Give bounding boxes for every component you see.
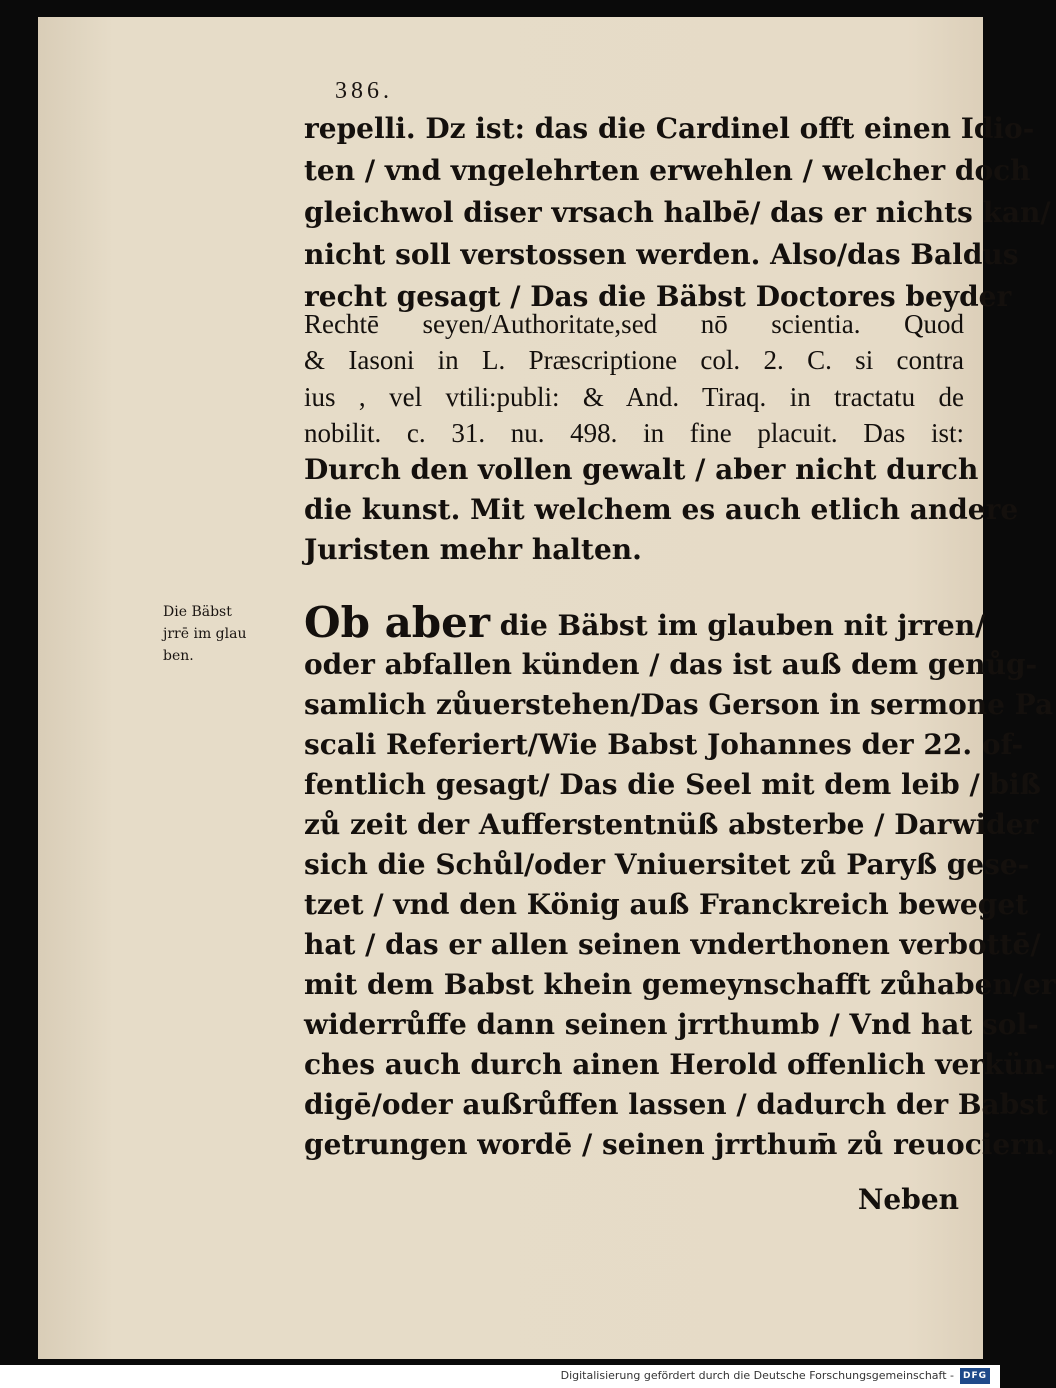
text-line: Rechtē seyen/Authoritate,sed nō scientia. Quod [304,309,964,339]
text-line: zů zeit der Aufferstentnüß absterbe / Darwider [304,808,1039,841]
text-line: sich die Schůl/oder Vniuersitet zů Paryß gese- [304,848,1030,881]
text-line: & Iasoni in L. Præscriptione col. 2. C. si contra [304,345,964,375]
text-line: samlich zůuerstehen/Das Gerson in sermone Pa [304,688,1054,721]
text-line: tzet / vnd den König auß Franckreich beweget [304,888,1029,921]
text-line: Durch den vollen gewalt / aber nicht durch [304,453,979,486]
text-line: oder abfallen künden / das ist auß dem genůg- [304,648,1038,681]
text-line: ches auch durch ainen Herold offenlich verkün- [304,1048,1056,1081]
text-line: die kunst. Mit welchem es auch etlich andere [304,493,1019,526]
catchword: Neben [857,1183,959,1216]
text-line: recht gesagt / Das die Bäbst Doctores beyder [304,280,1012,313]
dfg-logo-icon: DFG [960,1368,990,1384]
text-line: Juristen mehr halten. [304,533,642,566]
text-line: widerrůffe dann seinen jrrthumb / Vnd hat sol- [304,1008,1039,1041]
text-line [304,598,986,647]
page-number: 386. [335,78,393,104]
text-line-rest: die Bäbst im glauben nit jrren/ [490,609,986,642]
text-line: gleichwol diser vrsach halbē/ das er nichts kan/ [304,196,1051,229]
margin-note-line: Die Bäbst [163,604,232,620]
text-line: hat / das er allen seinen vnderthonen verbottē/ [304,928,1041,961]
footer-bar [0,1365,1000,1388]
margin-note-line: ben. [163,648,194,664]
text-line: nicht soll verstossen werden. Also/das Baldus [304,238,1019,271]
text-line: repelli. Dz ist: das die Cardinel offt einen Idio- [304,112,1035,145]
margin-note-line: jrrē im glau [163,626,247,642]
text-line: ius , vel vtili:publi: & And. Tiraq. in tractatu de [304,382,964,412]
text-line: scali Referiert/Wie Babst Johannes der 22. of- [304,728,1024,761]
text-line: fentlich gesagt/ Das die Seel mit dem leib / biß [304,768,1041,801]
text-line: digē/oder außrůffen lassen / dadurch der Babst [304,1088,1048,1121]
margin-note [163,601,293,667]
text-line: mit dem Babst khein gemeynschafft zůhaben/er [304,968,1056,1001]
text-line: ten / vnd vngelehrten erwehlen / welcher doch [304,154,1031,187]
text-line: getrungen wordē / seinen jrrthum̄ zů reuociern. [304,1128,1056,1161]
text-line: nobilit. c. 31. nu. 498. in fine placuit. Das ist: [304,418,964,448]
footer-credit: Digitalisierung gefördert durch die Deutsche Forschungsgemeinschaft - [560,1369,954,1382]
lead-words: Ob aber [304,598,491,647]
